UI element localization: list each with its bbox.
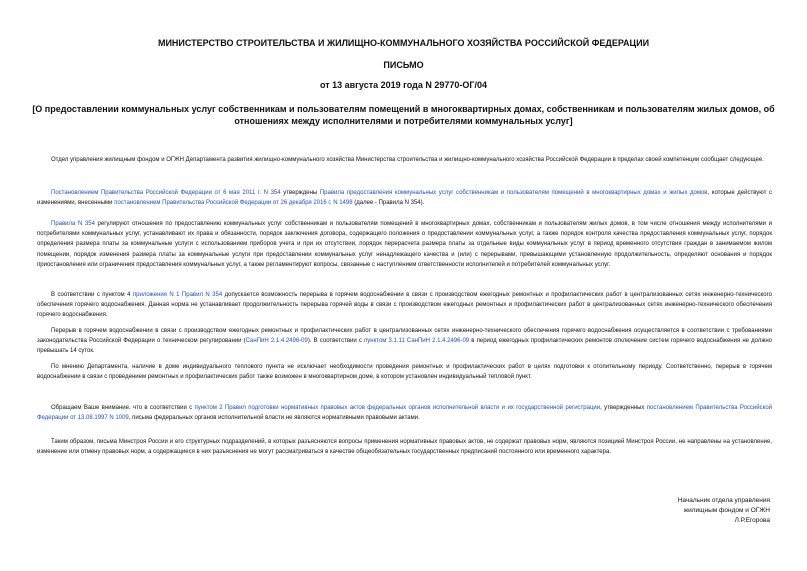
paragraph-text: утверждены (280, 190, 320, 196)
paragraph-text: , которые действуют с изменениями, внесенными (37, 190, 773, 207)
paragraph-intro (37, 155, 772, 165)
paragraph-text: , письма федеральных органов исполнительной власти не являются нормативными правовыми актами. (128, 415, 420, 422)
paragraph-text: регулируют отношения по предоставлению коммунальных услуг собственникам и пользователям помещений в многоквартирных домах, собственникам и пользователям жилых домов, в том числе отношения между исполнителями и потребителями коммунальных услуг, устанавливают их права и обязанности, порядок заключения договора, содержащего положения о предоставлении коммунальных услуг, а также порядок контроля качества предоставления коммунальных услуг, порядок определения размера платы за коммунальные услуги с использованием приборов учета и при их отсутствии, порядок перерасчета размера платы за отдельные виды коммунальных услуг в период временного отсутствия граждан в занимаемом жилом помещении, порядок изменения размера платы за коммунальные услуги при предоставлении коммунальных услуг ненадлежащего качества и (или) с перерывами, превышающими установленную продолжительность, определяют основания и порядок приостановления или ограничения предоставления коммунальных услуг, а также регламентируют вопросы, связанные с наступлением ответственности исполнителей и потребителей коммунальных услуг. (37, 221, 772, 268)
signatory-position-line1: Начальник отдела управления (677, 497, 770, 504)
ministry-heading: МИНИСТЕРСТВО СТРОИТЕЛЬСТВА И ЖИЛИЩНО-КОММУНАЛЬНОГО ХОЗЯЙСТВА РОССИЙСКОЙ ФЕДЕРАЦИИ (157, 38, 650, 48)
paragraph-department-opinion (37, 362, 772, 382)
paragraph-sanpin (37, 326, 772, 357)
signature-block (678, 496, 770, 526)
drafting-rules-link[interactable]: пунктом 2 Правил подготовки нормативных правовых актов федеральных органов исполнительной власти и их государственной регистрации (194, 405, 601, 411)
paragraph-resolution (37, 188, 772, 208)
paragraph-text: ). В соответствии с (307, 338, 365, 345)
document-type: ПИСЬМО (383, 60, 424, 70)
paragraph-text: , утвержденных (600, 405, 647, 411)
resolution-1009-link[interactable]: постановлением Правительства Российской Федерации от 13.08.1997 N 1009 (37, 405, 773, 422)
paragraph-text: В соответствии с пунктом 4 (51, 292, 133, 298)
sanpin-link[interactable]: СанПиН 2.1.4.2496-09 (245, 338, 308, 345)
signatory-name: Л.Р.Егорова (734, 517, 770, 524)
paragraph-conclusion (37, 437, 772, 457)
paragraph-text: Перерыв в горячем водоснабжении в связи с производством ежегодных ремонтных и профилактических работ в централизованных сетях инженерно-технического обеспечения горячего водоснабжения осуществляется в соответствии с требованиями законодательства Российской Федерации о техническом регулировании ( (37, 328, 772, 345)
rules-354-link[interactable]: Правила N 354 (51, 221, 95, 227)
paragraph-text: в период ежегодных профилактических ремонтов отключение систем горячего водоснабжения не должно превышать 14 суток. (37, 338, 772, 355)
signatory-position-line2: жилищным фондом и ОГЖН (683, 507, 770, 514)
paragraph-attention (37, 403, 772, 423)
resolution-354-link[interactable]: Постановлением Правительства Российской Федерации от 6 мая 2011 г. N 354 (51, 190, 281, 196)
paragraph-text: допускается возможность перерыва в горячем водоснабжении в связи с производством ежегодных ремонтных и профилактических работ в централизованных сетях инженерно-технического обеспечения горячего водоснабжения. Данная норма не устанавливает продолжительность перерыва горячей воды в связи с производством ежегодных ремонтных и профилактических работ в централизованных сетях инженерно-технического обеспечения горячего водоснабжения. (37, 292, 772, 319)
paragraph-text: (далее - Правила N 354). (352, 200, 425, 207)
appendix-1-link[interactable]: приложения N 1 Правил N 354 (132, 292, 223, 298)
paragraph-text: По мнению Департамента, наличие в доме индивидуального теплового пункта не исключает необходимости проведения ремонтных и профилактических работ в целях подготовки к отопительному периоду. Соответственно, перерыв в горячем водоснабжении в связи с проведением ремонтных и профилактических работ также возможен в многоквартирном доме, в котором установлен индивидуальный тепловой пункт. (37, 364, 772, 381)
paragraph-text: Таким образом, письма Минстроя России и его структурных подразделений, в которых разъясняются вопросы применения нормативных правовых актов, не содержат правовых норм, являются позицией Минстроя России, не направлены на установление, изменение или отмену правовых норм, а содержащиеся в них разъяснения не могут рассматриваться в качестве общеобязательных государственных предписаний постоянного или временного характера. (37, 439, 772, 456)
paragraph-text: Отдел управления жилищным фондом и ОГЖН Департамента развития жилищно-коммунального хозяйства Министерства строительства и жилищно-коммунального хозяйства Российской Федерации в пределах своей компетенции сообщает следующее. (51, 157, 764, 163)
date-and-number: от 13 августа 2019 года N 29770-ОГ/04 (319, 80, 488, 90)
paragraph-text: Обращаем Ваше внимание, что в соответствии с (51, 405, 195, 411)
document-subject: [О предоставлении коммунальных услуг собственникам и пользователям помещений в многоквартирных домах, собственникам и пользователям жилых домов, об отношениях между исполнителями и потребителями коммунальных услуг] (32, 104, 775, 126)
paragraph-rules-scope (37, 219, 772, 270)
paragraph-hot-water-break (37, 290, 772, 321)
sanpin-clause-link[interactable]: пунктом 3.1.11 СанПиН 2.1.4.2496-09 (364, 338, 470, 345)
rules-link[interactable]: Правила предоставления коммунальных услуг собственникам и пользователям помещений в многоквартирных домах и жилых домов (319, 190, 708, 196)
resolution-1498-link[interactable]: постановлением Правительства Российской Федерации от 26 декабря 2016 г. N 1498 (114, 200, 353, 207)
